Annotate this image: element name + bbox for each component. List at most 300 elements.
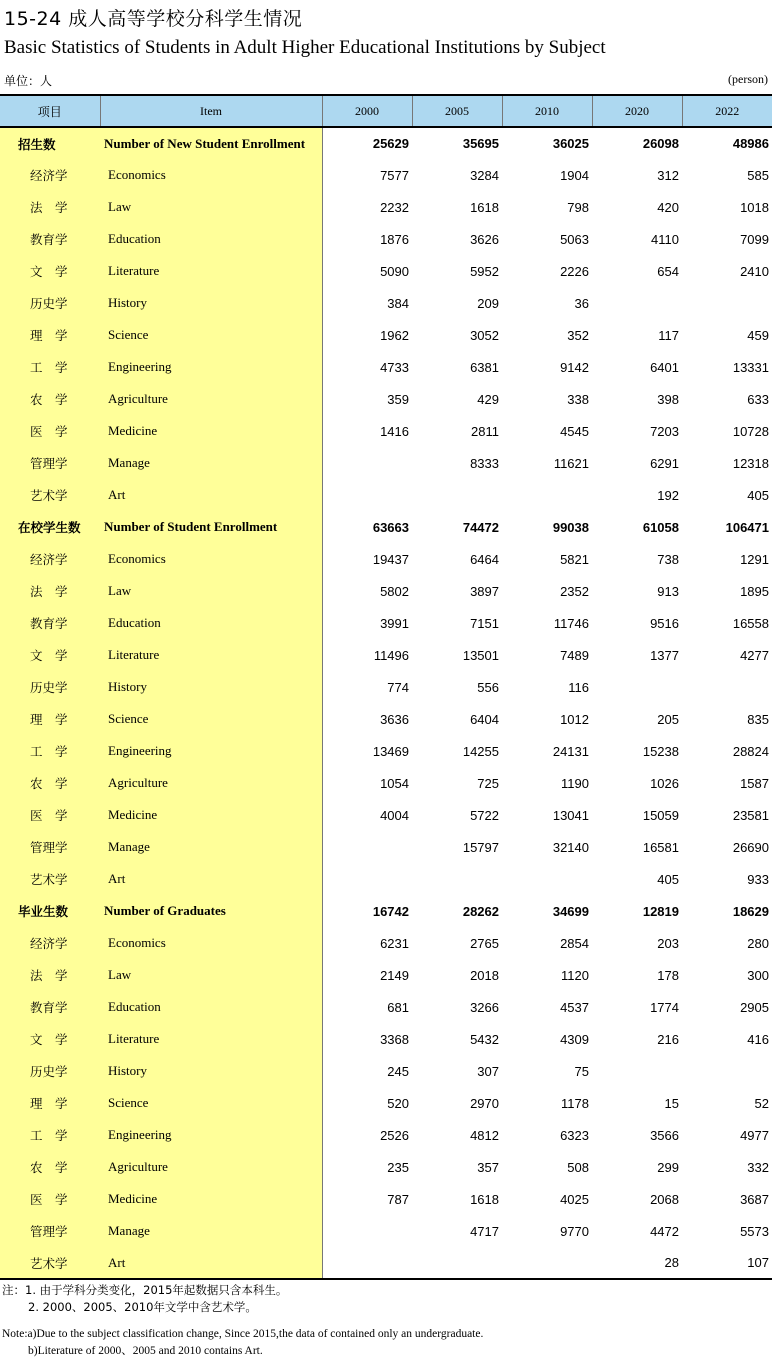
table-row <box>0 1151 772 1183</box>
note-en-1: Note:a)Due to the subject classification change, Since 2015,the data of contained only an undergraduate. <box>2 1328 484 1340</box>
row-label-cn: 农 学 <box>0 767 100 799</box>
table-row <box>0 735 772 767</box>
cell-value: 4004 <box>380 807 409 823</box>
cell-value: 3368 <box>380 1031 409 1047</box>
cell-value: 6401 <box>650 359 679 375</box>
cell-value <box>322 447 412 479</box>
row-label-cn: 历史学 <box>0 287 100 319</box>
cell-value: 4977 <box>740 1127 769 1143</box>
row-label-en: Medicine <box>100 1183 322 1215</box>
cell-value <box>592 1055 682 1087</box>
table-row <box>0 991 772 1023</box>
unit-label-cn: 单位：人 <box>4 74 53 88</box>
row-label-en: Manage <box>100 831 322 863</box>
cell-value: 405 <box>747 487 769 503</box>
cell-value: 1018 <box>740 199 769 215</box>
row-label-en: History <box>100 287 322 319</box>
row-label-en: Law <box>100 959 322 991</box>
cell-value <box>682 1055 772 1087</box>
cell-value: 3566 <box>650 1127 679 1143</box>
table-row <box>0 159 772 191</box>
cell-value: 14255 <box>462 743 499 759</box>
cell-value: 4309 <box>560 1031 589 1047</box>
cell-value: 835 <box>747 711 769 727</box>
row-label-cn: 文 学 <box>0 639 100 671</box>
cell-value: 26690 <box>732 839 769 855</box>
cell-value: 32140 <box>552 839 589 855</box>
table-row <box>0 255 772 287</box>
table-row <box>0 287 772 319</box>
cell-value: 3897 <box>470 583 499 599</box>
cell-value: 3687 <box>740 1191 769 1207</box>
cell-value: 1895 <box>740 583 769 599</box>
cell-value: 352 <box>567 327 589 343</box>
cell-value: 1377 <box>650 647 679 663</box>
cell-value: 4717 <box>470 1223 499 1239</box>
cell-value: 654 <box>657 263 679 279</box>
row-label-en: Engineering <box>100 351 322 383</box>
cell-value: 6404 <box>470 711 499 727</box>
cell-value: 23581 <box>732 807 769 823</box>
cell-value: 1012 <box>560 711 589 727</box>
cell-value: 36025 <box>552 136 589 151</box>
cell-value: 26098 <box>642 136 679 151</box>
table-row <box>0 351 772 383</box>
table-row <box>0 415 772 447</box>
row-label-en: History <box>100 671 322 703</box>
cell-value: 1291 <box>740 551 769 567</box>
table-row <box>0 543 772 575</box>
row-label-en: Literature <box>100 255 322 287</box>
row-label-en: Art <box>100 1247 322 1279</box>
cell-value <box>322 479 412 511</box>
cell-value: 75 <box>574 1063 589 1079</box>
cell-value: 48986 <box>732 136 769 151</box>
cell-value: 384 <box>387 295 409 311</box>
row-label-en: Law <box>100 191 322 223</box>
cell-value: 192 <box>657 487 679 503</box>
row-label-cn: 教育学 <box>0 991 100 1023</box>
row-label-en: Agriculture <box>100 1151 322 1183</box>
cell-value: 2232 <box>380 199 409 215</box>
unit-label-en: (person) <box>728 72 768 86</box>
row-label-en: Medicine <box>100 415 322 447</box>
cell-value: 209 <box>477 295 499 311</box>
row-label-cn: 艺术学 <box>0 1247 100 1279</box>
row-label-cn: 农 学 <box>0 383 100 415</box>
cell-value: 36 <box>574 295 589 311</box>
cell-value: 312 <box>657 167 679 183</box>
cell-value: 25629 <box>372 136 409 151</box>
cell-value: 5090 <box>380 263 409 279</box>
cell-value <box>502 863 592 895</box>
row-label-en: Literature <box>100 1023 322 1055</box>
cell-value: 2149 <box>380 967 409 983</box>
cell-value: 7151 <box>470 615 499 631</box>
cell-value <box>322 1247 412 1279</box>
cell-value: 19437 <box>372 551 409 567</box>
row-label-cn: 理 学 <box>0 1087 100 1119</box>
cell-value: 1618 <box>470 199 499 215</box>
cell-value: 738 <box>657 551 679 567</box>
cell-value: 16742 <box>372 903 409 919</box>
table-row <box>0 1023 772 1055</box>
header-year: 2005 <box>412 95 502 127</box>
row-label-cn: 医 学 <box>0 1183 100 1215</box>
cell-value: 16558 <box>732 615 769 631</box>
row-label-cn: 历史学 <box>0 1055 100 1087</box>
cell-value: 1962 <box>380 327 409 343</box>
cell-value: 5821 <box>560 551 589 567</box>
row-label-en: Agriculture <box>100 383 322 415</box>
cell-value: 2905 <box>740 999 769 1015</box>
row-label-en: Economics <box>100 927 322 959</box>
cell-value: 28 <box>592 1247 682 1279</box>
row-label-en: Education <box>100 607 322 639</box>
note-cn-2: 2. 2000、2005、2010年文学中含艺术学。 <box>28 1300 257 1314</box>
cell-value: 2352 <box>560 583 589 599</box>
cell-value: 429 <box>477 391 499 407</box>
cell-value: 1774 <box>650 999 679 1015</box>
cell-value: 11621 <box>553 455 589 471</box>
cell-value: 913 <box>657 583 679 599</box>
table-row <box>0 607 772 639</box>
cell-value: 13501 <box>462 647 499 663</box>
cell-value <box>322 1215 412 1247</box>
cell-value: 18629 <box>732 903 769 919</box>
row-label-cn: 教育学 <box>0 607 100 639</box>
table-row <box>0 1119 772 1151</box>
cell-value: 205 <box>657 711 679 727</box>
cell-value: 787 <box>387 1191 409 1207</box>
cell-value: 52 <box>754 1095 769 1111</box>
row-label-cn: 文 学 <box>0 1023 100 1055</box>
cell-value: 15 <box>664 1095 679 1111</box>
page-title-cn: 15-24 成人高等学校分科学生情况 <box>4 8 303 30</box>
table-row <box>0 383 772 415</box>
table-body <box>0 127 772 1279</box>
cell-value: 4733 <box>380 359 409 375</box>
cell-value: 7203 <box>650 423 679 439</box>
cell-value: 12819 <box>642 903 679 919</box>
cell-value: 7577 <box>380 167 409 183</box>
row-label-cn: 经济学 <box>0 927 100 959</box>
table-row <box>0 959 772 991</box>
cell-value: 6231 <box>380 935 409 951</box>
cell-value: 3636 <box>380 711 409 727</box>
cell-value: 1026 <box>650 775 679 791</box>
row-label-en: Agriculture <box>100 767 322 799</box>
cell-value: 4812 <box>470 1127 499 1143</box>
cell-value: 13041 <box>552 807 589 823</box>
cell-value: 74472 <box>462 519 499 535</box>
row-label-en: Science <box>100 703 322 735</box>
table-row <box>0 703 772 735</box>
row-label-en: Medicine <box>100 799 322 831</box>
table-row <box>0 831 772 863</box>
cell-value: 4110 <box>651 231 679 247</box>
cell-value: 2526 <box>380 1127 409 1143</box>
row-label-en: Art <box>100 863 322 895</box>
row-label-cn: 教育学 <box>0 223 100 255</box>
table-row <box>0 447 772 479</box>
header-year: 2000 <box>322 95 412 127</box>
cell-value: 4025 <box>560 1191 589 1207</box>
cell-value: 2226 <box>560 263 589 279</box>
cell-value: 416 <box>747 1031 769 1047</box>
row-label-cn: 招生数 <box>0 127 100 159</box>
row-label-cn: 艺术学 <box>0 863 100 895</box>
cell-value: 1190 <box>561 775 589 791</box>
cell-value: 933 <box>747 871 769 887</box>
cell-value: 1904 <box>560 167 589 183</box>
row-label-cn: 经济学 <box>0 543 100 575</box>
cell-value: 12318 <box>732 455 769 471</box>
cell-value: 585 <box>747 167 769 183</box>
row-label-en: Manage <box>100 447 322 479</box>
table-row <box>0 927 772 959</box>
cell-value: 6323 <box>560 1127 589 1143</box>
cell-value <box>682 671 772 703</box>
table-row <box>0 1183 772 1215</box>
cell-value: 556 <box>477 679 499 695</box>
row-label-en: Economics <box>100 543 322 575</box>
cell-value: 4277 <box>740 647 769 663</box>
table-row <box>0 767 772 799</box>
table-row <box>0 1247 772 1279</box>
cell-value: 7099 <box>740 231 769 247</box>
row-label-cn: 工 学 <box>0 351 100 383</box>
footnotes <box>2 1282 483 1360</box>
cell-value <box>412 479 502 511</box>
cell-value: 5063 <box>560 231 589 247</box>
cell-value <box>502 479 592 511</box>
cell-value: 2811 <box>471 423 499 439</box>
cell-value: 774 <box>387 679 409 695</box>
row-label-en: Economics <box>100 159 322 191</box>
cell-value: 1416 <box>380 423 409 439</box>
row-label-cn: 工 学 <box>0 1119 100 1151</box>
cell-value <box>592 671 682 703</box>
cell-value: 2410 <box>740 263 769 279</box>
cell-value <box>502 1247 592 1279</box>
table-row <box>0 1087 772 1119</box>
header-year: 2022 <box>682 95 772 127</box>
cell-value: 216 <box>657 1031 679 1047</box>
cell-value: 4537 <box>560 999 589 1015</box>
table-row <box>0 1215 772 1247</box>
cell-value: 520 <box>387 1095 409 1111</box>
row-label-en: Number of New Student Enrollment <box>100 127 322 159</box>
cell-value: 178 <box>657 967 679 983</box>
cell-value: 5573 <box>740 1223 769 1239</box>
cell-value <box>322 863 412 895</box>
cell-value: 35695 <box>462 136 499 151</box>
cell-value: 107 <box>682 1247 772 1279</box>
table-section-row <box>0 127 772 159</box>
cell-value: 6381 <box>470 359 499 375</box>
cell-value: 24131 <box>552 743 589 759</box>
row-label-en: Science <box>100 1087 322 1119</box>
row-label-en: Education <box>100 223 322 255</box>
table-row <box>0 479 772 511</box>
cell-value: 10728 <box>732 423 769 439</box>
row-label-cn: 法 学 <box>0 191 100 223</box>
cell-value: 357 <box>477 1159 499 1175</box>
row-label-cn: 法 学 <box>0 959 100 991</box>
row-label-en: Number of Graduates <box>100 895 322 927</box>
cell-value: 798 <box>567 199 589 215</box>
row-label-en: Engineering <box>100 735 322 767</box>
table-section-row <box>0 895 772 927</box>
header-item-cn: 项目 <box>0 95 100 127</box>
row-label-cn: 文 学 <box>0 255 100 287</box>
cell-value: 5952 <box>470 263 499 279</box>
cell-value: 1120 <box>561 967 589 983</box>
row-label-en: Science <box>100 319 322 351</box>
cell-value: 420 <box>657 199 679 215</box>
row-label-cn: 在校学生数 <box>0 511 100 543</box>
cell-value: 28824 <box>732 743 769 759</box>
row-label-en: Number of Student Enrollment <box>100 511 322 543</box>
table-row <box>0 1055 772 1087</box>
row-label-cn: 理 学 <box>0 703 100 735</box>
cell-value <box>412 863 502 895</box>
cell-value: 106471 <box>725 519 769 535</box>
cell-value: 15059 <box>642 807 679 823</box>
cell-value: 3284 <box>470 167 499 183</box>
cell-value: 3991 <box>380 615 409 631</box>
row-label-cn: 工 学 <box>0 735 100 767</box>
cell-value: 307 <box>477 1063 499 1079</box>
cell-value: 8333 <box>470 455 499 471</box>
cell-value: 13469 <box>372 743 409 759</box>
cell-value: 99038 <box>552 519 589 535</box>
cell-value: 1054 <box>380 775 409 791</box>
cell-value: 245 <box>387 1063 409 1079</box>
cell-value: 9770 <box>560 1223 589 1239</box>
cell-value: 1587 <box>740 775 769 791</box>
row-label-cn: 艺术学 <box>0 479 100 511</box>
cell-value <box>592 287 682 319</box>
row-label-cn: 理 学 <box>0 319 100 351</box>
row-label-cn: 历史学 <box>0 671 100 703</box>
cell-value: 2068 <box>650 1191 679 1207</box>
header-item-en: Item <box>100 95 322 127</box>
cell-value: 280 <box>747 935 769 951</box>
cell-value: 15797 <box>462 839 499 855</box>
table-row <box>0 191 772 223</box>
cell-value: 300 <box>747 967 769 983</box>
cell-value: 405 <box>657 871 679 887</box>
table-row <box>0 319 772 351</box>
cell-value: 4472 <box>650 1223 679 1239</box>
cell-value: 63663 <box>372 519 409 535</box>
cell-value: 7489 <box>560 647 589 663</box>
header-year: 2010 <box>502 95 592 127</box>
row-label-en: Manage <box>100 1215 322 1247</box>
table-row <box>0 671 772 703</box>
cell-value: 299 <box>657 1159 679 1175</box>
header-year: 2020 <box>592 95 682 127</box>
row-label-cn: 法 学 <box>0 575 100 607</box>
cell-value: 6464 <box>470 551 499 567</box>
cell-value: 235 <box>387 1159 409 1175</box>
cell-value: 117 <box>658 327 679 343</box>
cell-value <box>322 831 412 863</box>
row-label-en: History <box>100 1055 322 1087</box>
cell-value: 2970 <box>470 1095 499 1111</box>
row-label-en: Engineering <box>100 1119 322 1151</box>
table-row <box>0 223 772 255</box>
cell-value: 338 <box>567 391 589 407</box>
cell-value: 725 <box>477 775 499 791</box>
row-label-cn: 医 学 <box>0 415 100 447</box>
table-row <box>0 575 772 607</box>
table-row <box>0 863 772 895</box>
cell-value: 459 <box>747 327 769 343</box>
cell-value: 5802 <box>380 583 409 599</box>
cell-value: 359 <box>387 391 409 407</box>
page-title-en: Basic Statistics of Students in Adult Higher Educational Institutions by Subject <box>4 37 606 58</box>
cell-value: 2018 <box>470 967 499 983</box>
cell-value: 1876 <box>380 231 409 247</box>
row-label-en: Education <box>100 991 322 1023</box>
cell-value: 5432 <box>470 1031 499 1047</box>
row-label-en: Law <box>100 575 322 607</box>
row-label-cn: 农 学 <box>0 1151 100 1183</box>
cell-value: 6291 <box>650 455 679 471</box>
row-label-cn: 毕业生数 <box>0 895 100 927</box>
cell-value: 3626 <box>470 231 499 247</box>
cell-value: 2765 <box>470 935 499 951</box>
cell-value <box>682 287 772 319</box>
cell-value: 28262 <box>462 903 499 919</box>
cell-value: 9142 <box>560 359 589 375</box>
cell-value: 1178 <box>561 1095 589 1111</box>
note-cn-1: 注：1. 由于学科分类变化，2015年起数据只含本科生。 <box>2 1283 288 1297</box>
cell-value: 34699 <box>552 903 589 919</box>
cell-value: 9516 <box>650 615 679 631</box>
row-label-cn: 管理学 <box>0 831 100 863</box>
cell-value: 681 <box>387 999 409 1015</box>
cell-value <box>412 1247 502 1279</box>
row-label-cn: 经济学 <box>0 159 100 191</box>
table-section-row <box>0 511 772 543</box>
cell-value: 15238 <box>642 743 679 759</box>
row-label-en: Art <box>100 479 322 511</box>
table-row <box>0 799 772 831</box>
cell-value: 11496 <box>373 647 409 663</box>
cell-value: 61058 <box>642 519 679 535</box>
cell-value: 2854 <box>560 935 589 951</box>
statistics-table <box>0 94 772 1280</box>
cell-value: 11746 <box>553 615 589 631</box>
row-label-cn: 管理学 <box>0 1215 100 1247</box>
row-label-cn: 管理学 <box>0 447 100 479</box>
row-label-cn: 医 学 <box>0 799 100 831</box>
row-label-en: Literature <box>100 639 322 671</box>
cell-value: 203 <box>657 935 679 951</box>
table-row <box>0 639 772 671</box>
cell-value: 3266 <box>470 999 499 1015</box>
note-en-2: b)Literature of 2000、2005 and 2010 contains Art. <box>28 1345 263 1357</box>
cell-value: 1618 <box>470 1191 499 1207</box>
cell-value: 332 <box>747 1159 769 1175</box>
cell-value: 508 <box>567 1159 589 1175</box>
cell-value: 633 <box>747 391 769 407</box>
cell-value: 3052 <box>470 327 499 343</box>
